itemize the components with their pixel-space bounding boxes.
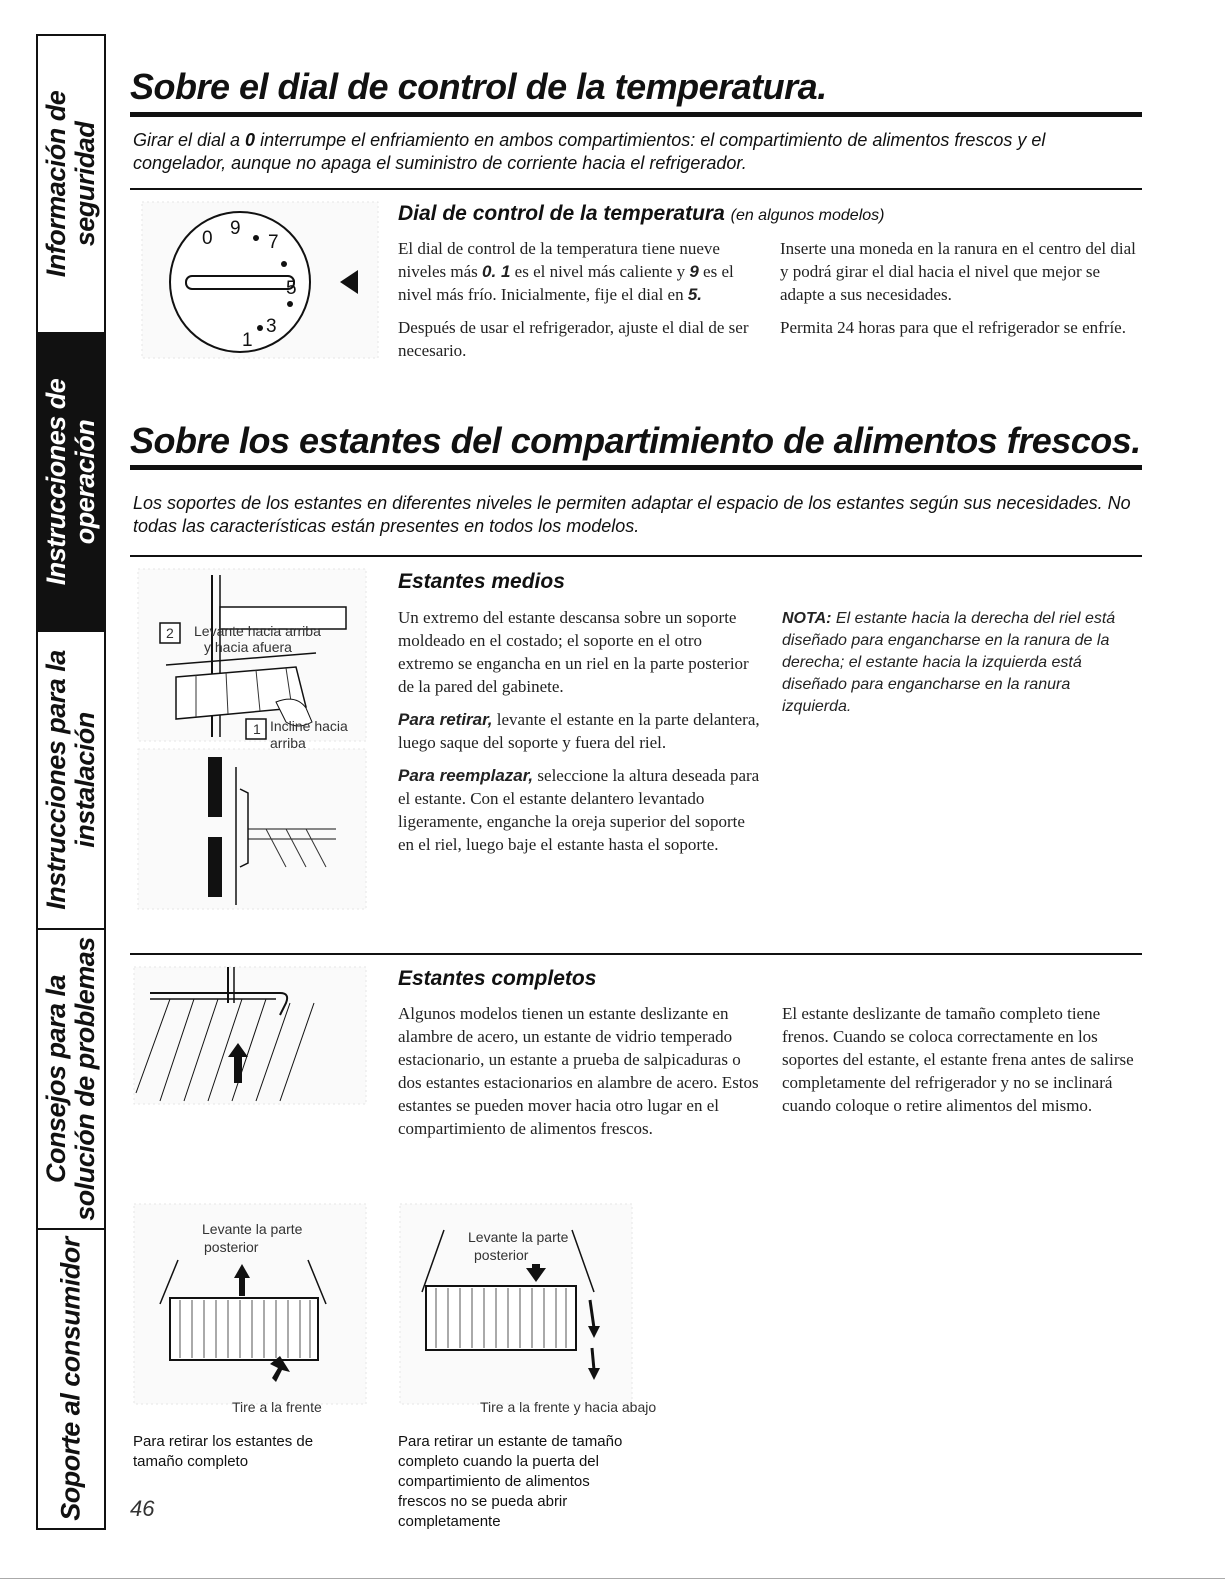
step-label: Incline hacia [270,718,348,734]
text-run: El dial de control de la temperatura tiene nueve niveles más [398,239,720,281]
subtitle-note: (en algunos modelos) [730,207,885,224]
completos-text-col1 [398,1002,763,1150]
dial-number: 7 [268,232,279,253]
paragraph: El estante deslizante de tamaño completo tiene frenos. Cuando se coloca correctamente en los soportes del estante, el estante frena antes de salirse completamente del refrigerador y no se inclinará cuando coloque o retire alimentos del mismo. [782,1004,1134,1115]
page-number: 46 [130,1496,155,1521]
sidebar-tab-seguridad[interactable] [38,36,104,334]
sidebar-tab-label: instalación [70,712,100,848]
temperature-dial-illustration [140,200,380,360]
figure-label: posterior [204,1239,259,1255]
text-run: es el nivel más frío. Inicialmente, fije el dial en [398,262,734,304]
paragraph [398,237,758,306]
middle-shelf-illustration [136,567,368,912]
sidebar-tab-label: Instrucciones de [41,378,71,586]
step-label: Levante hacia arriba [194,623,321,639]
paragraph: Después de usar el refrigerador, ajuste el dial de ser necesario. [398,318,749,360]
emphasis: 9 [689,262,699,281]
completos-text-col2 [782,1002,1142,1127]
sidebar-nav [36,34,106,1530]
section-divider [130,555,1142,557]
paragraph: Un extremo del estante descansa sobre un soporte moldeado en el costado; el soporte en el otro extremo se engancha en un riel en la parte posterior de la pared del gabinete. [398,608,749,696]
paragraph: Algunos modelos tienen un estante deslizante en alambre de acero, un estante de vidrio temperado estacionario, un estante a prueba de salpicaduras o dos estantes estacionarios en alambre de acero. Estos estantes se pueden mover hacia otro lugar en el compartimiento de alimentos frescos. [398,1004,759,1138]
dial-text-col2 [780,237,1142,349]
sidebar-tab-label: solución de problemas [70,937,100,1221]
page-edge [0,1578,1225,1579]
dial-number: 3 [266,316,277,337]
sidebar-tab-label: Soporte al consumidor [55,1237,86,1521]
paragraph-lead: Para reemplazar, [398,766,534,785]
intro-emphasis: 0 [245,130,256,150]
dial-number: 1 [242,330,253,351]
emphasis: 5. [687,285,703,304]
dial-number: 9 [230,218,241,239]
figure-label: Levante la parte [468,1229,569,1245]
figure-label: posterior [474,1247,529,1263]
full-shelf-illustration [130,963,370,1108]
paragraph-lead: Para retirar, [398,710,493,729]
title-rule [130,465,1142,470]
step-label: arriba [270,735,306,751]
figure-caption-right: Para retirar un estante de tamaño completo cuando la puerta del compartimiento de alimentos frescos no se pueda abrir completamente [398,1433,623,1530]
sidebar-tab-soporte[interactable] [38,1230,104,1528]
sidebar-tab-label: Información de [41,90,71,278]
medios-text [398,606,760,866]
paragraph [398,708,760,754]
figure-caption-left: Para retirar los estantes de tamaño completo [133,1433,314,1470]
paragraph [398,764,760,856]
text-run: es el nivel más caliente y [510,262,690,281]
sidebar-tab-label: Consejos para la [41,974,71,1184]
step-number: 1 [253,721,261,737]
figure-label: Tire a la frente [232,1399,322,1415]
paragraph: Permita 24 horas para que el refrigerador se enfríe. [780,318,1126,337]
note-label: NOTA: [782,610,832,627]
sidebar-tab-operacion[interactable] [38,334,104,632]
note-text: El estante hacia la derecha del riel está diseñado para engancharse en la ranura de la derecha; el estante hacia la izquierda está diseñado para engancharse en la ranura izquierda. [782,610,1116,715]
medios-note [782,608,1134,718]
section-title-dial: Sobre el dial de control de la temperatura. [130,66,827,107]
section-title-shelves: Sobre los estantes del compartimiento de alimentos frescos. [130,420,1141,461]
title-rule [130,112,1142,117]
subtitle-text: Dial de control de la temperatura [398,202,725,225]
dial-text-col1 [398,237,758,372]
coin-slot [186,276,294,289]
text-run: seleccione la altura deseada para el estante. Con el estante delantero levantado ligeramente, enganche la oreja superior del soporte en el riel, luego baje el estante hasta el soporte. [398,766,760,854]
figure-label: Levante la parte [202,1221,303,1237]
subtitle-estantes-medios: Estantes medios [398,570,565,593]
sidebar-tab-label: operación [70,419,100,545]
sidebar-tab-label: seguridad [70,121,100,247]
intro-text: interrumpe el enfriamiento en ambos compartimientos: el compartimiento de alimentos frescos y el congelador, aunque no apaga el suministro de corriente hacia el refrigerador. [133,130,1046,173]
paragraph: Inserte una moneda en la ranura en el centro del dial y podrá girar el dial hacia el nivel que mejor se adapte a sus necesidades. [780,239,1136,304]
section-intro-dial [133,129,1133,175]
dial-number: 0 [202,228,213,249]
section-divider [130,953,1142,955]
dial-number: 5 [286,278,297,299]
remove-full-shelf-door-figure [396,1200,657,1420]
section-divider [130,188,1142,190]
intro-text: Girar el dial a [133,130,246,150]
sidebar-tab-problemas[interactable] [38,930,104,1230]
section-intro-shelves: Los soportes de los estantes en diferentes niveles le permiten adaptar el espacio de los estantes según sus necesidades. No todas las características están presentes en todos los modelos. [133,493,1131,536]
step-label: y hacia afuera [204,639,292,655]
text-run: levante el estante en la parte delantera, luego saque del soporte y fuera del riel. [398,710,760,752]
figure-label: Tire a la frente y hacia abajo [480,1399,657,1415]
subtitle-estantes-completos: Estantes completos [398,967,597,990]
step-number: 2 [166,625,174,641]
emphasis: 0. 1 [482,262,511,281]
sidebar-tab-label: Instrucciones para la [41,650,71,910]
subtitle-dial [398,202,884,226]
sidebar-tab-instalacion[interactable] [38,632,104,930]
remove-full-shelf-figure [130,1200,370,1420]
